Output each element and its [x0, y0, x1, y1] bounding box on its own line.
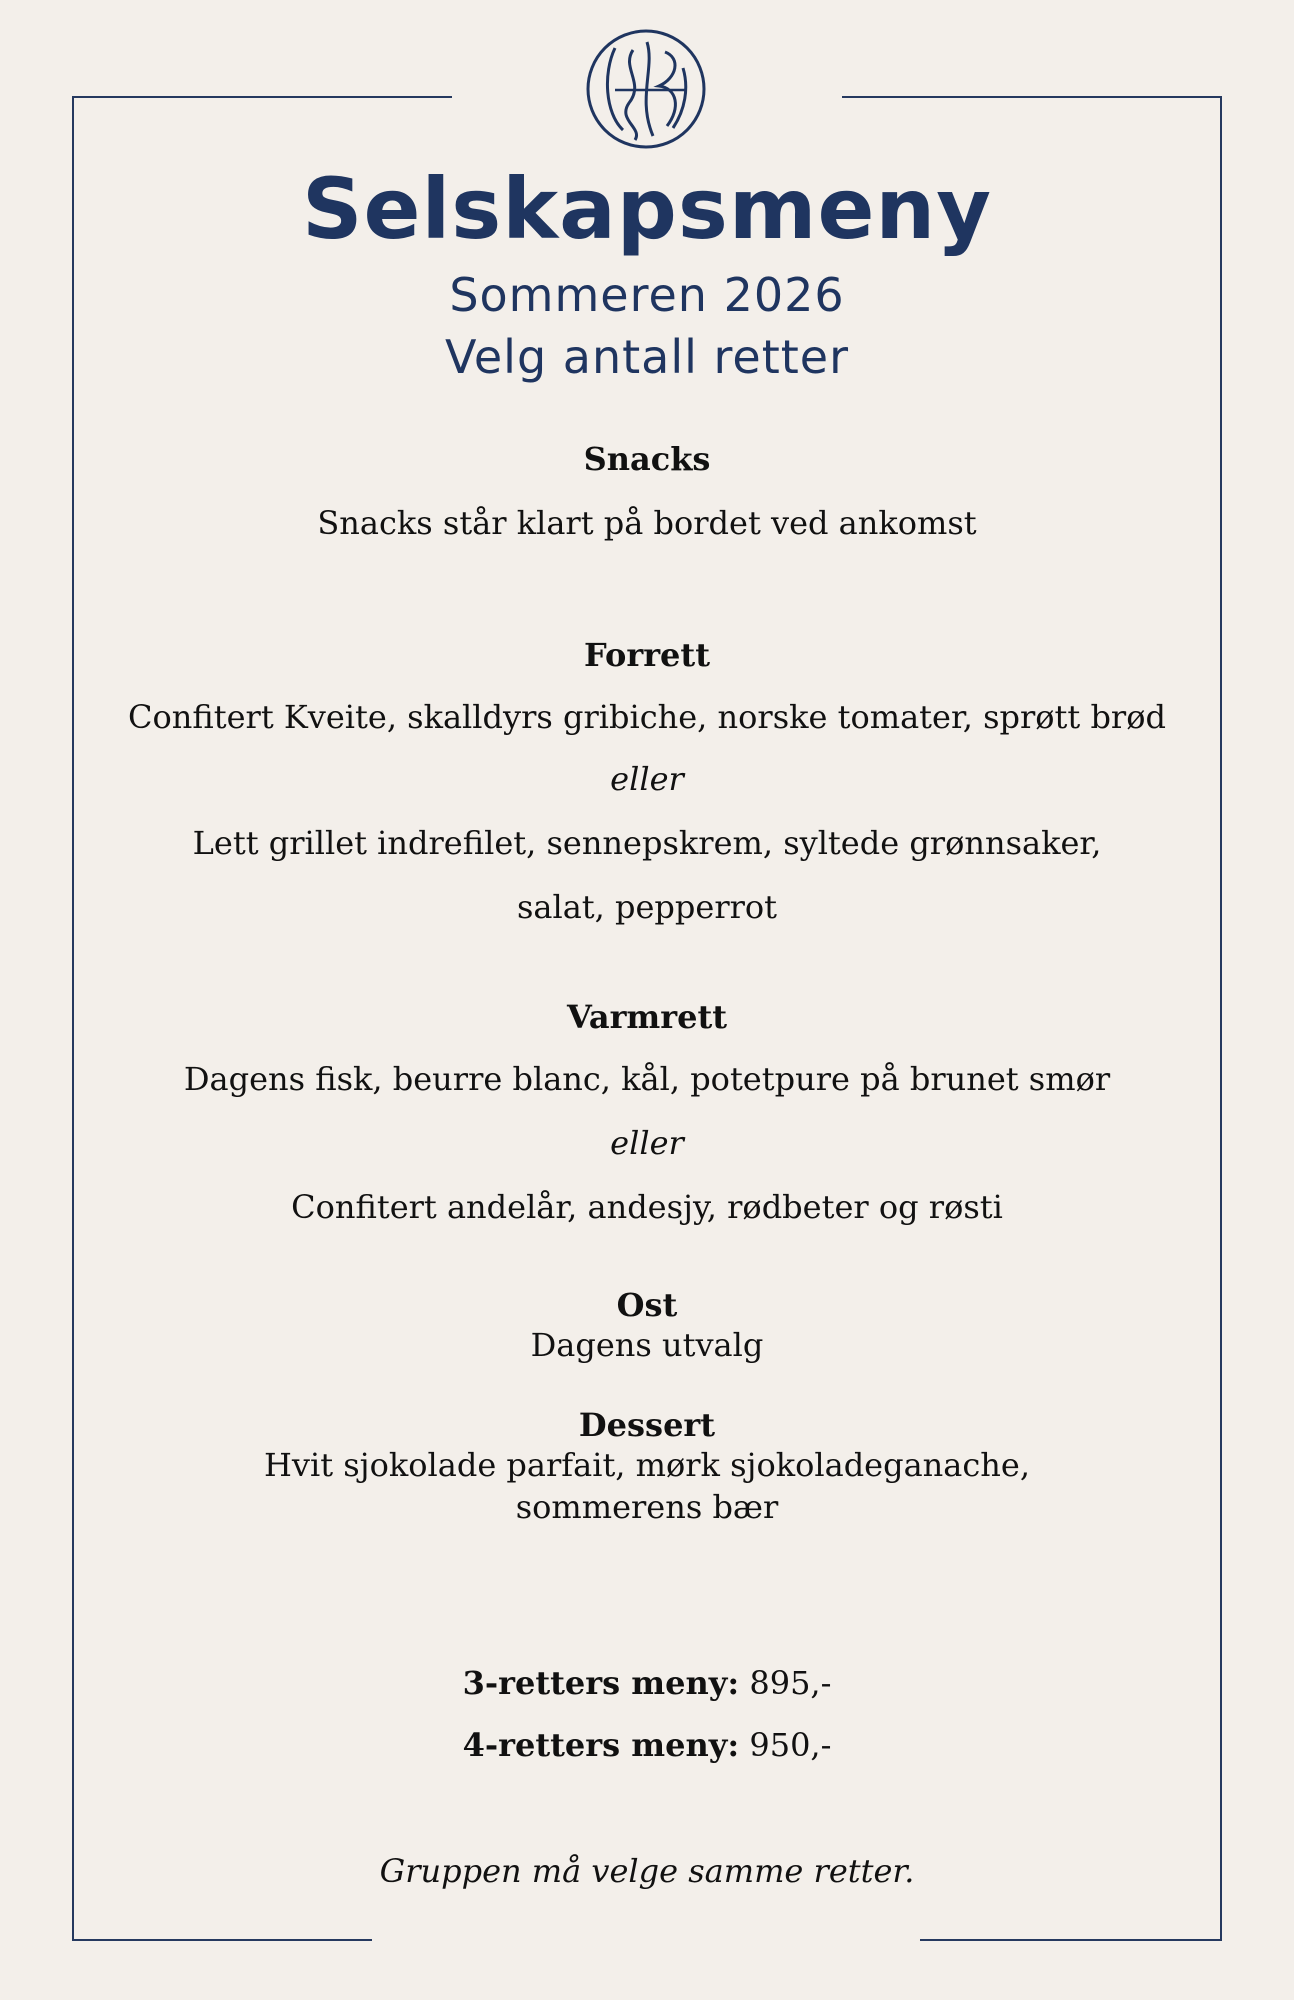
price-four-value: 950,-	[749, 1726, 832, 1764]
price-four-course	[0, 1726, 1294, 1764]
ost-heading: Ost	[616, 1286, 678, 1324]
frame-bottom-right	[920, 1939, 1222, 1941]
season-subtitle: Sommeren 2026	[449, 268, 845, 322]
snacks-text: Snacks står klart på bordet ved ankomst	[317, 504, 977, 542]
dessert-heading: Dessert	[578, 1406, 716, 1444]
varmrett-option-1: Dagens fisk, beurre blanc, kål, potetpure på brunet smør	[183, 1060, 1111, 1098]
forrett-or: eller	[610, 760, 684, 798]
snacks-heading: Snacks	[583, 440, 711, 478]
ost-text: Dagens utvalg	[530, 1326, 764, 1364]
frame-top-right	[842, 96, 1222, 98]
forrett-heading: Forrett	[584, 636, 710, 674]
group-note: Gruppen må velge samme retter.	[379, 1852, 915, 1890]
dessert-line-1: Hvit sjokolade parfait, mørk sjokoladeganache,	[264, 1446, 1030, 1484]
varmrett-option-2: Confitert andelår, andesjy, rødbeter og røsti	[291, 1188, 1003, 1226]
monogram-logo	[585, 28, 707, 150]
instruction-subtitle: Velg antall retter	[444, 330, 850, 384]
varmrett-or: eller	[610, 1124, 684, 1162]
frame-bottom-left	[72, 1939, 372, 1941]
frame-top-left	[72, 96, 452, 98]
price-four-label: 4-retters meny:	[462, 1726, 740, 1764]
price-three-label: 3-retters meny:	[462, 1664, 740, 1702]
forrett-option-1: Confitert Kveite, skalldyrs gribiche, norske tomater, sprøtt brød	[128, 698, 1166, 736]
menu-title: Selskapsmeny	[302, 160, 992, 258]
varmrett-heading: Varmrett	[566, 998, 728, 1036]
forrett-option-2-line-2: salat, pepperrot	[516, 888, 778, 926]
dessert-line-2: sommerens bær	[515, 1488, 779, 1526]
price-three-value: 895,-	[749, 1664, 832, 1702]
forrett-option-2-line-1: Lett grillet indrefilet, sennepskrem, syltede grønnsaker,	[192, 824, 1102, 862]
price-three-course	[0, 1664, 1294, 1702]
